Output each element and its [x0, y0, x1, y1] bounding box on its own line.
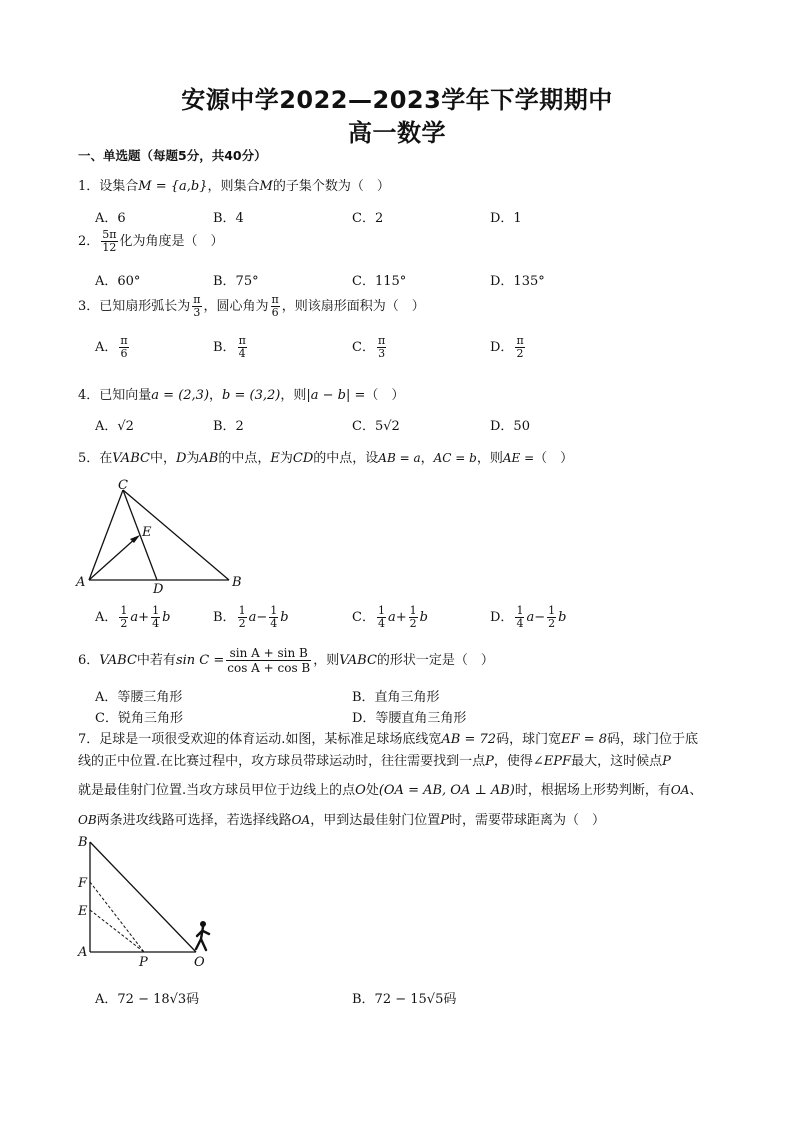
q-number: 2． — [78, 234, 100, 249]
vector-ae: AE = — [502, 451, 535, 465]
point-label-a: A — [78, 945, 88, 960]
vector-ab: AB = a — [378, 451, 421, 465]
segment-ep — [90, 910, 144, 952]
q5-option-a[interactable]: A． $\frac{1}{2}$ a+ $\frac{1}{4}$ b — [95, 604, 171, 630]
question-3: 3．已知扇形弧长为 $\frac{\pi}{3}$ ，圆心角为 $\frac{\pi}{6}$ ，则该扇形面积为（ ） — [78, 293, 425, 319]
q7-option-a[interactable]: A．72 − 18√3码 — [95, 992, 200, 1007]
q6-option-d[interactable]: D．等腰直角三角形 — [352, 711, 467, 726]
segment-ae — [89, 538, 136, 580]
vector-a: a = (2,3) — [151, 388, 210, 403]
point-label-b: B — [232, 575, 242, 590]
question-4: 4．已知向量a = (2,3)，b = (3,2)，则|a − b| =（ ） — [78, 388, 405, 403]
page-title: 安源中学2022—2023学年下学期期中 — [181, 86, 613, 114]
question-7-line-3: 就是最佳射门位置.当攻方球员甲位于边线上的点O处(OA = AB, OA ⊥ AB)时，根据场上形势判断，有OA、 — [78, 783, 703, 798]
q4-option-b[interactable]: B．2 — [213, 419, 244, 434]
q-number: 4． — [78, 388, 100, 403]
fraction: $\frac{5\pi}{12}$ — [102, 228, 117, 254]
q2-option-b[interactable]: B．75° — [213, 274, 259, 289]
triangle-figure — [70, 476, 260, 594]
q5-option-d[interactable]: D． $\frac{1}{4}$ a− $\frac{1}{2}$ b — [490, 604, 567, 630]
question-2: 2． $\frac{5\pi}{12}$ 化为角度是（ ） — [78, 228, 224, 254]
point-label-a: A — [76, 575, 86, 590]
section-heading: 一、单选题（每题5分，共40分） — [78, 148, 267, 163]
fraction: $\frac{\text{sin A + sin B}}{\text{cos A + cos B}}$ — [227, 646, 311, 675]
q3-option-b[interactable]: B． $\frac{\pi}{4}$ — [213, 334, 246, 360]
q1-option-a[interactable]: A．6 — [95, 211, 126, 226]
q6-option-c[interactable]: C．锐角三角形 — [95, 711, 183, 726]
q3-option-a[interactable]: A． $\frac{\pi}{6}$ — [95, 334, 128, 360]
q5-option-c[interactable]: C． $\frac{1}{4}$ a+ $\frac{1}{2}$ b — [352, 604, 428, 630]
q4-option-d[interactable]: D．50 — [490, 419, 530, 434]
q6-option-a[interactable]: A．等腰三角形 — [95, 690, 183, 705]
question-6: 6．VABC中若有sin C = $\frac{\text{sin A + sin B}}{\text{cos A + cos B}}$ ，则VABC的形状一定是（ ） — [78, 646, 494, 675]
page-subtitle: 高一数学 — [348, 119, 446, 147]
question-7-line-2: 线的正中位置.在比赛过程中，攻方球员带球运动时，往往需要找到一点P，使得∠EPF最大，这时候点P — [78, 754, 671, 769]
segment-fp — [90, 882, 144, 952]
q1-option-d[interactable]: D．1 — [490, 211, 522, 226]
q2-option-c[interactable]: C．115° — [352, 274, 407, 289]
magnitude-expr: |a − b| = — [306, 388, 366, 403]
fraction: $\frac{\pi}{3}$ — [193, 293, 201, 319]
point-label-f: F — [78, 876, 88, 891]
vector-b: b = (3,2) — [222, 388, 281, 403]
player-icon — [196, 921, 209, 950]
question-1: 1．设集合M = {a,b}，则集合M的子集个数为（ ） — [78, 179, 390, 194]
point-label-e: E — [78, 904, 88, 919]
q-number: 7． — [78, 732, 100, 747]
point-label-c: C — [118, 478, 128, 493]
segment-bo — [90, 842, 196, 952]
vector-ac: AC = b — [433, 451, 477, 465]
point-label-o: O — [194, 955, 205, 970]
field-figure — [72, 832, 222, 970]
q7-option-b[interactable]: B．72 − 15√5码 — [352, 992, 457, 1007]
q-number: 5． — [78, 451, 100, 466]
q4-option-a[interactable]: A．√2 — [95, 419, 134, 434]
q-number: 1． — [78, 179, 100, 194]
question-7-line-1: 7．足球是一项很受欢迎的体育运动.如图，某标准足球场底线宽AB = 72码，球门宽EF = 8码，球门位于底 — [78, 732, 699, 747]
q3-option-d[interactable]: D． $\frac{\pi}{2}$ — [490, 334, 524, 360]
q2-option-a[interactable]: A．60° — [95, 274, 141, 289]
point-label-b: B — [78, 835, 88, 850]
q1-option-c[interactable]: C．2 — [352, 211, 384, 226]
fraction: $\frac{\pi}{6}$ — [271, 293, 279, 319]
question-7-line-4: OB两条进攻线路可选择，若选择线路OA，甲到达最佳射门位置P时，需要带球距离为（ ） — [78, 813, 605, 828]
q6-option-b[interactable]: B．直角三角形 — [352, 690, 440, 705]
q1-option-b[interactable]: B．4 — [213, 211, 244, 226]
segment-ac — [89, 490, 123, 580]
q3-option-c[interactable]: C． $\frac{\pi}{3}$ — [352, 334, 386, 360]
point-label-d: D — [153, 582, 164, 594]
point-label-p: P — [139, 955, 148, 970]
q4-option-c[interactable]: C．5√2 — [352, 419, 400, 434]
q-number: 3． — [78, 299, 100, 314]
q5-option-b[interactable]: B． $\frac{1}{2}$ a− $\frac{1}{4}$ b — [213, 604, 289, 630]
point-label-e: E — [142, 525, 152, 540]
segment-cb — [123, 490, 229, 580]
q2-option-d[interactable]: D．135° — [490, 274, 545, 289]
question-5: 5．在VABC中，D为AB的中点，E为CD的中点，设AB = a，AC = b，则AE =（ ） — [78, 451, 574, 466]
q-number: 6． — [78, 653, 100, 668]
